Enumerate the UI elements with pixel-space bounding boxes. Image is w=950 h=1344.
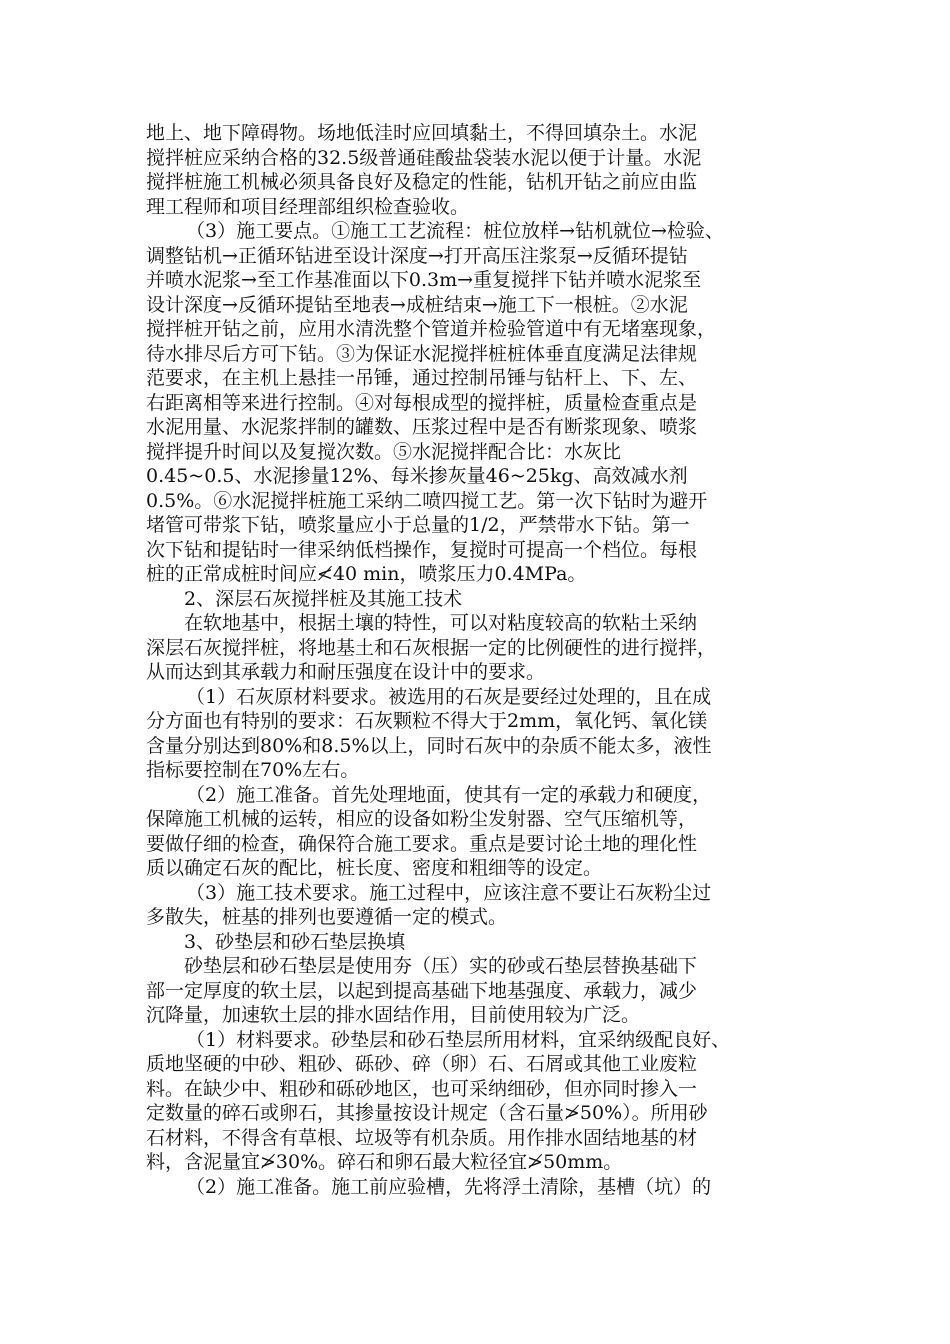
text-line: 多散失，桩基的排列也要遵循一定的模式。 (146, 906, 508, 928)
text-line: 并喷水泥浆→至工作基准面以下0.3m→重复搅拌下钻并喷水泥浆至 (146, 269, 702, 291)
text-line: 要做仔细的检查，确保符合施工要求。重点是要讨论土地的理化性 (146, 832, 698, 855)
text-line: 右距离相等来进行控制。④对每根成型的搅拌桩，质量检查重点是 (146, 391, 698, 414)
text-line: 搅拌桩施工机械必须具备良好及稳定的性能，钻机开钻之前应由监 (146, 171, 698, 193)
text-line: 指标要控制在70%左右。 (146, 759, 360, 781)
text-line: 定数量的碎石或卵石，其掺量按设计规定（含石量≯50%）。所用砂 (146, 1102, 708, 1124)
text-line: （1）石灰原材料要求。被选用的石灰是要经过处理的，且在成 (186, 685, 712, 708)
text-line: 3、砂垫层和砂石垫层换填 (184, 930, 406, 953)
text-line: 0.5%。⑥水泥搅拌桩施工采纳二喷四搅工艺。第一次下钻时为避开 (146, 489, 708, 512)
text-line: 质地坚硬的中砂、粗砂、砾砂、碎（卵）石、石屑或其他工业废粒 (146, 1053, 698, 1075)
text-line: 搅拌桩开钻之前，应用水清洗整个管道并检验管道中有无堵塞现象， (146, 318, 717, 340)
text-line: 范要求，在主机上悬挂一吊锤，通过控制吊锤与钻杆上、下、左、 (146, 367, 698, 389)
text-line: （3）施工要点。①施工工艺流程：桩位放样→钻机就位→检验、 (186, 220, 724, 242)
text-line: 石材料，不得含有草根、垃圾等有机杂质。用作排水固结地基的材 (146, 1126, 698, 1149)
text-line: 质以确定石灰的配比，桩长度、密度和粗细等的设定。 (146, 857, 603, 879)
text-line: 保障施工机械的运转，相应的设备如粉尘发射器、空气压缩机等， (146, 808, 698, 830)
text-line: 调整钻机→正循环钻进至设计深度→打开高压注浆泵→反循环提钻 (146, 244, 688, 267)
text-line: 理工程师和项目经理部组织检查验收。 (146, 195, 470, 218)
text-line: 2、深层石灰搅拌桩及其施工技术 (184, 587, 463, 610)
text-line: 次下钻和提钻时一律采纳低档操作，复搅时可提高一个档位。每根 (146, 538, 698, 561)
text-line: 搅拌桩应采纳合格的32.5级普通硅酸盐袋装水泥以便于计量。水泥 (146, 146, 702, 169)
text-line: （1）材料要求。砂垫层和砂石垫层所用材料，宜采纳级配良好、 (186, 1028, 731, 1051)
text-line: 沉降量，加速软土层的排水固结作用，目前使用较为广泛。 (146, 1004, 641, 1026)
text-line: 地上、地下障碍物。场地低洼时应回填黏土，不得回填杂土。水泥 (146, 122, 698, 144)
document-body (146, 121, 816, 1199)
text-line: 堵管可带浆下钻，喷浆量应小于总量的1/2，严禁带水下钻。第一 (146, 514, 690, 536)
text-line: （2）施工准备。施工前应验槽，先将浮土清除，基槽（坑）的 (186, 1175, 712, 1198)
text-line: 部一定厚度的软土层，以起到提高基础下地基强度、承载力，减少 (146, 979, 698, 1002)
text-line: （3）施工技术要求。施工过程中，应该注意不要让石灰粉尘过 (186, 881, 712, 904)
text-line: 深层石灰搅拌桩，将地基土和石灰根据一定的比例硬性的进行搅拌， (146, 636, 717, 659)
text-line: 分方面也有特别的要求：石灰颗粒不得大于2mm，氧化钙、氧化镁 (146, 710, 708, 732)
text-line: 待水排尽后方可下钻。③为保证水泥搅拌桩桩体垂直度满足法律规 (146, 342, 698, 365)
text-line: 料，含泥量宜≯30%。碎石和卵石最大粒径宜≯50mm。 (146, 1151, 623, 1173)
text-line: 搅拌提升时间以及复搅次数。⑤水泥搅拌配合比：水灰比 (146, 440, 622, 463)
text-line: 砂垫层和砂石垫层是使用夯（压）实的砂或石垫层替换基础下 (184, 955, 698, 977)
text-line: 含量分别达到80%和8.5%以上，同时石灰中的杂质不能太多，液性 (146, 734, 712, 757)
text-line: （2）施工准备。首先处理地面，使其有一定的承载力和硬度， (186, 783, 712, 806)
text-line: 在软地基中，根据土壤的特性，可以对粘度较高的软粘土采纳 (184, 612, 698, 634)
text-line: 水泥用量、水泥浆拌制的罐数、压浆过程中是否有断浆现象、喷浆 (146, 416, 698, 438)
text-line: 料。在缺少中、粗砂和砾砂地区，也可采纳细砂，但亦同时掺入一 (146, 1077, 698, 1100)
text-line: 从而达到其承载力和耐压强度在设计中的要求。 (146, 661, 546, 683)
text-line: 0.45~0.5、水泥掺量12%、每米掺灰量46~25kg、高效减水剂 (146, 465, 688, 487)
text-line: 设计深度→反循环提钻至地表→成桩结束→施工下一根桩。②水泥 (146, 293, 688, 316)
text-line: 桩的正常成桩时间应≮40 min，喷浆压力0.4MPa。 (146, 563, 587, 585)
